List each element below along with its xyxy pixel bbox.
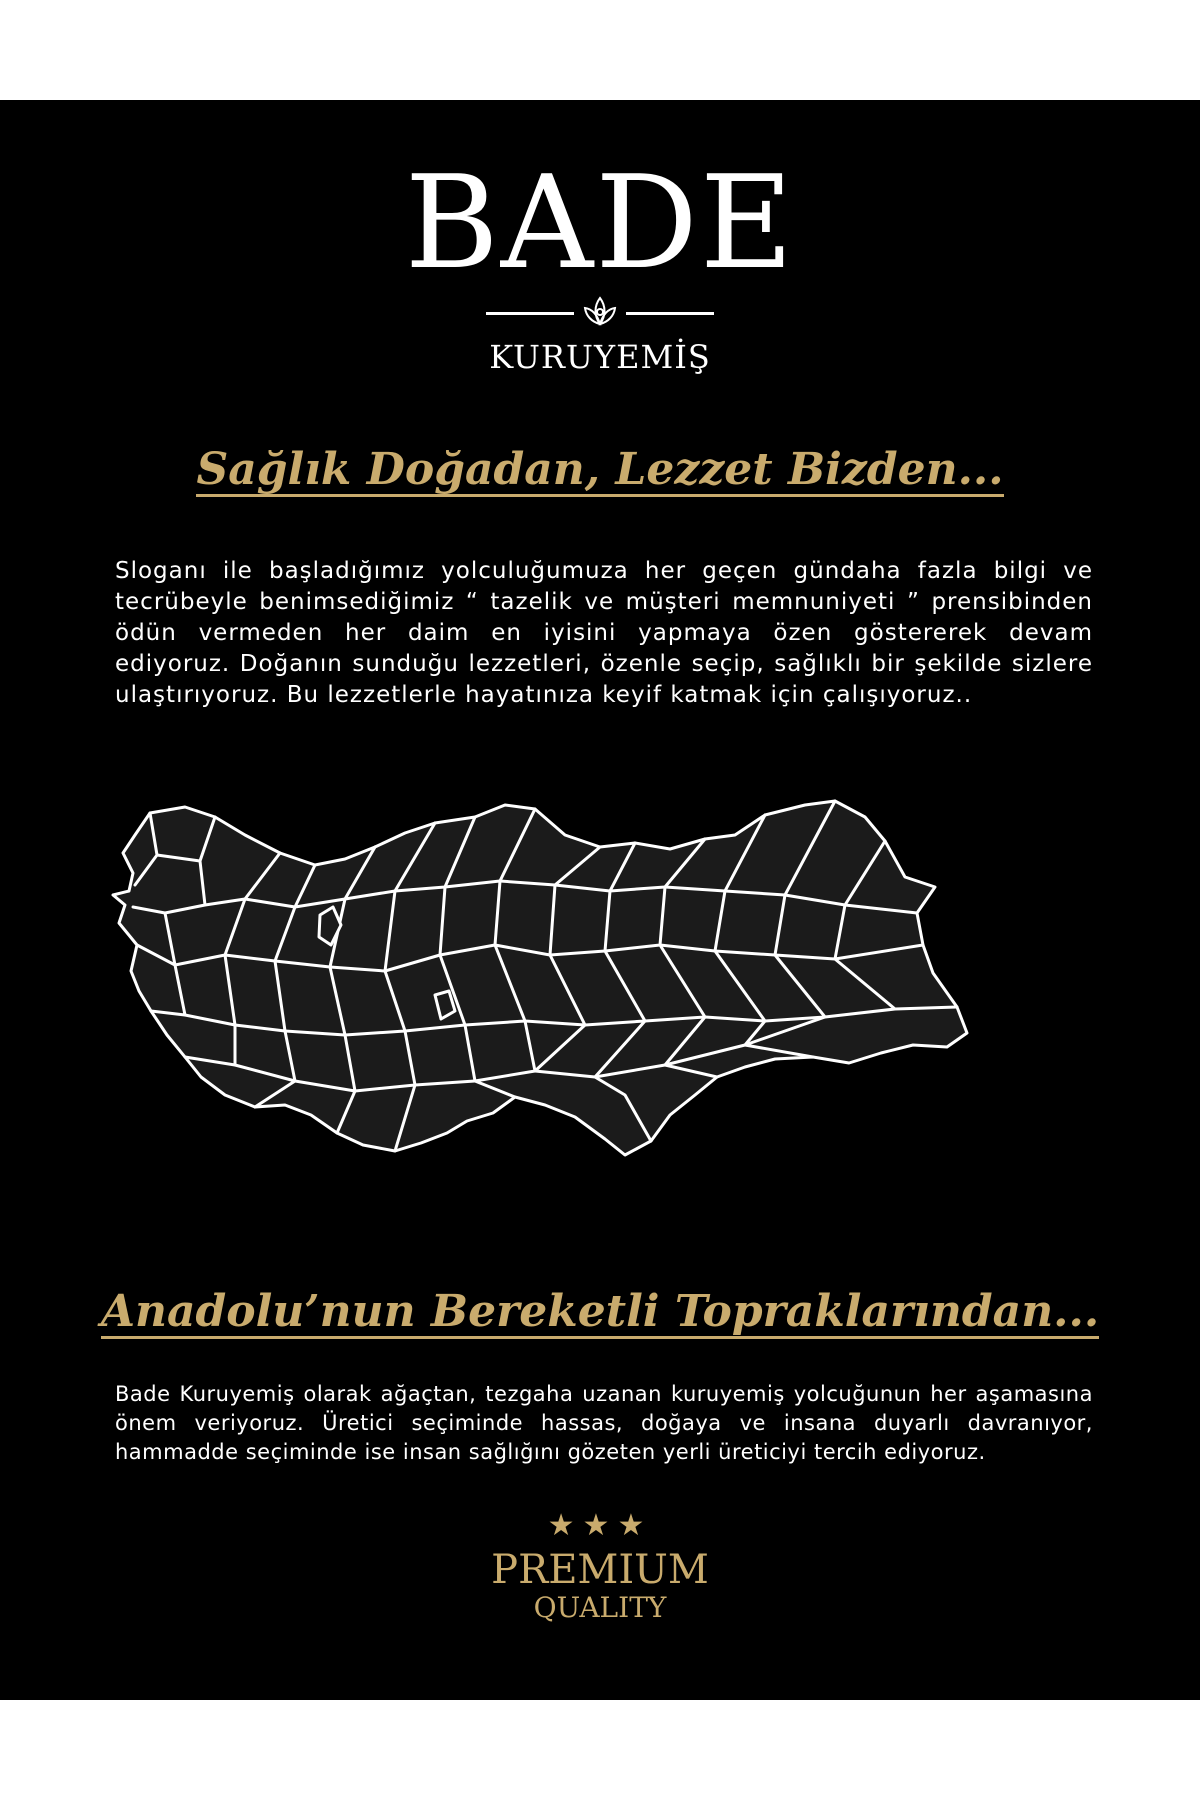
brand-name: BADE bbox=[404, 149, 796, 298]
turkey-map-icon bbox=[105, 795, 1095, 1215]
quality-label: QUALITY bbox=[533, 1591, 667, 1624]
brand-subtitle: KURUYEMİŞ bbox=[489, 338, 711, 376]
headline-slogan-text: Sağlık Doğadan, Lezzet Bizden... bbox=[196, 444, 1004, 495]
headline-anatolia-text: Anadolu’nun Bereketli Topraklarından... bbox=[100, 1286, 1100, 1337]
about-paragraph: Bade Kuruyemiş olarak ağaçtan, tezgaha uzanan kuruyemiş yolcuğunun her aşamasına önem veriyoruz. Üretici seçiminde hassas, doğaya ve insana duyarlı davranıyor, hammadde seçiminde ise insan sağlığını gözeten yerli üreticiyi tercih ediyoruz. bbox=[115, 1382, 1093, 1464]
headline-slogan bbox=[0, 444, 1200, 497]
lotus-icon bbox=[580, 292, 620, 332]
intro-paragraph: Sloganı ile başladığımız yolculuğumuza her geçen gündaha fazla bilgi ve tecrübeyle benimsediğimiz “ tazelik ve müşteri memnuniyeti ” prensibinden ödün vermeden her daim en iyisini yapmaya özen göstererek devam ediyoruz. Doğanın sunduğu lezzetleri, özenle seçip, sağlıklı bir şekilde sizlere ulaştırıyoruz. Bu lezzetlerle hayatınıza keyif katmak için çalışıyoruz.. bbox=[115, 558, 1093, 708]
headline-anatolia bbox=[0, 1286, 1200, 1339]
rating-stars: ★★★ bbox=[547, 1508, 653, 1543]
brand-rule-right bbox=[626, 312, 714, 315]
turkey-map bbox=[105, 795, 1095, 1215]
premium-label: PREMIUM bbox=[491, 1547, 709, 1593]
brand-rule-left bbox=[486, 312, 574, 315]
